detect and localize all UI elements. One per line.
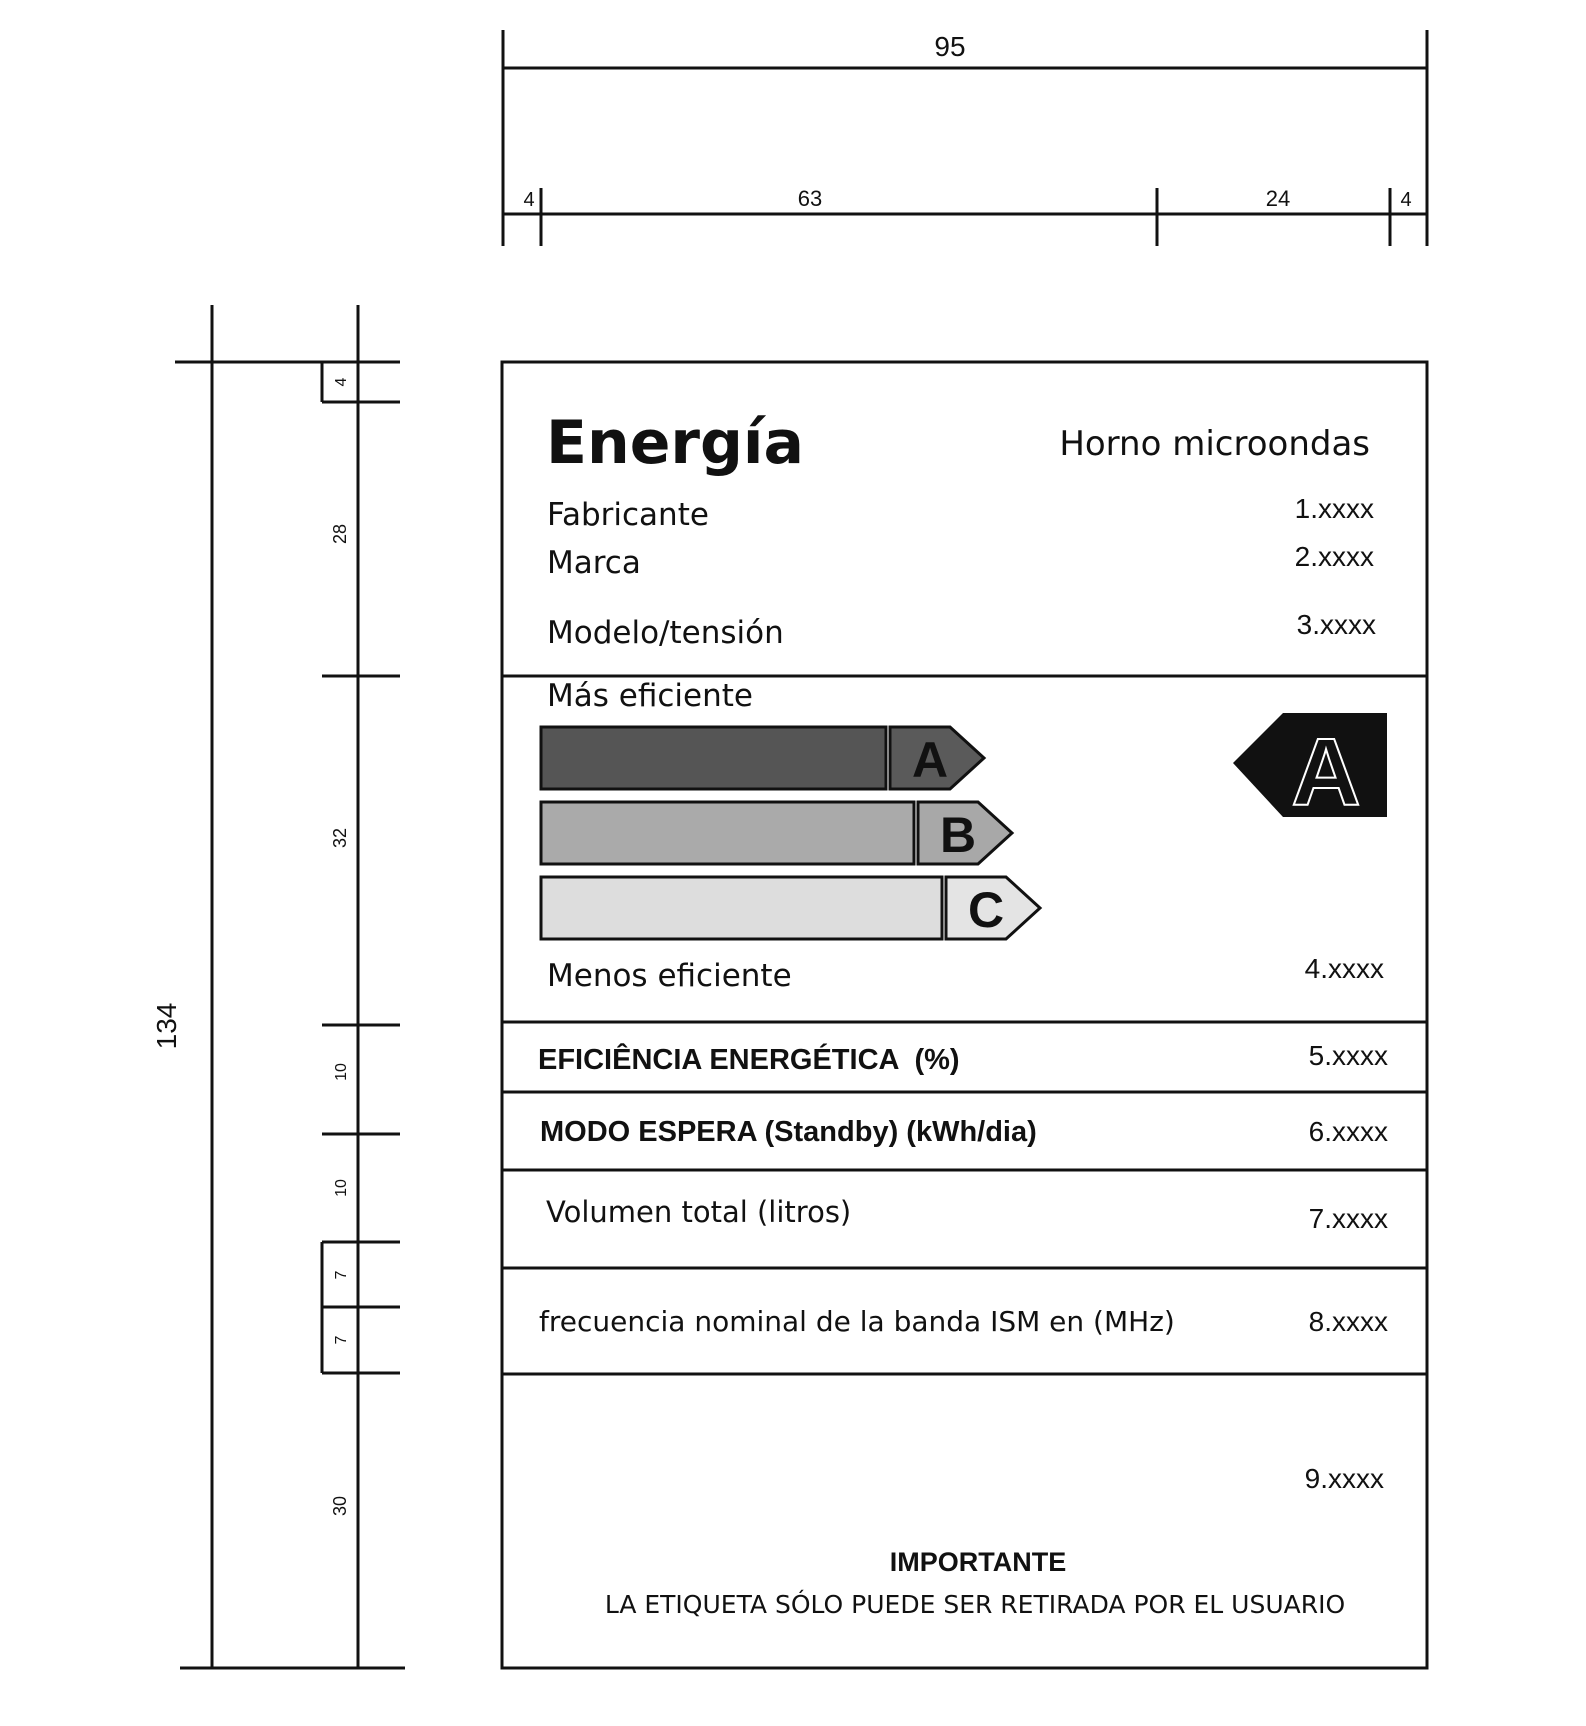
height-segment-label: 10: [333, 1179, 350, 1197]
height-segment-label: 28: [330, 523, 350, 545]
rating-arrow: [1233, 713, 1387, 826]
scale-bottom-label: Menos eficiente: [547, 958, 792, 994]
width-segment-label: 4: [523, 189, 535, 211]
footer-heading: IMPORTANTE: [889, 1547, 1067, 1577]
height-dimensions: [175, 305, 405, 1668]
row-value-standby: 6.xxxx: [1308, 1116, 1388, 1147]
efficiency-scale: [541, 727, 1040, 939]
appliance-type: Horno microondas: [1059, 424, 1370, 464]
field-label-marca: Marca: [547, 545, 641, 581]
row-label-standby: MODO ESPERA (Standby) (kWh/dia): [540, 1116, 1037, 1148]
width-dimensions: [503, 30, 1427, 246]
rating-letter: A: [1291, 719, 1361, 826]
scale-letter-b: B: [939, 807, 977, 863]
label-title: Energía: [546, 408, 804, 478]
width-segment-label: 4: [1400, 189, 1412, 211]
scale-top-label: Más eficiente: [547, 678, 753, 714]
height-segment-label: 32: [330, 827, 350, 849]
scale-letter-a: A: [911, 732, 949, 788]
field-label-fabricante: Fabricante: [547, 497, 709, 533]
row-label-volumen: Volumen total (litros): [546, 1195, 852, 1229]
total-width-label: 95: [934, 31, 966, 62]
field-label-modelo: Modelo/tensión: [547, 615, 784, 651]
field-value-fabricante: 1.xxxx: [1294, 493, 1374, 524]
row-value-frecuencia: 8.xxxx: [1308, 1306, 1388, 1337]
scale-value: 4.xxxx: [1304, 953, 1384, 984]
row-value-eficiencia: 5.xxxx: [1308, 1040, 1388, 1071]
footer-notice: LA ETIQUETA SÓLO PUEDE SER RETIRADA POR EL USUARIO: [604, 1590, 1346, 1619]
row-value-volumen: 7.xxxx: [1308, 1203, 1388, 1234]
row-label-eficiencia: EFICIÊNCIA ENERGÉTICA (%): [538, 1044, 960, 1076]
scale-letter-c: C: [967, 882, 1005, 938]
total-height-label: 134: [151, 1002, 182, 1050]
height-segment-label: 7: [333, 1335, 350, 1345]
field-value-marca: 2.xxxx: [1294, 541, 1374, 572]
height-segment-label: 30: [330, 1495, 350, 1517]
height-segment-label: 4: [333, 377, 350, 387]
row-label-frecuencia: frecuencia nominal de la banda ISM en (MHz): [539, 1305, 1175, 1338]
scale-bar-b: [541, 802, 914, 864]
width-segment-label: 63: [797, 186, 823, 211]
scale-bar-c: [541, 877, 942, 939]
scale-bar-a: [541, 727, 886, 789]
footer-value: 9.xxxx: [1304, 1463, 1384, 1494]
field-value-modelo: 3.xxxx: [1296, 609, 1376, 640]
width-segment-label: 24: [1265, 186, 1291, 211]
height-segment-label: 7: [333, 1270, 350, 1280]
height-segment-label: 10: [333, 1063, 350, 1081]
